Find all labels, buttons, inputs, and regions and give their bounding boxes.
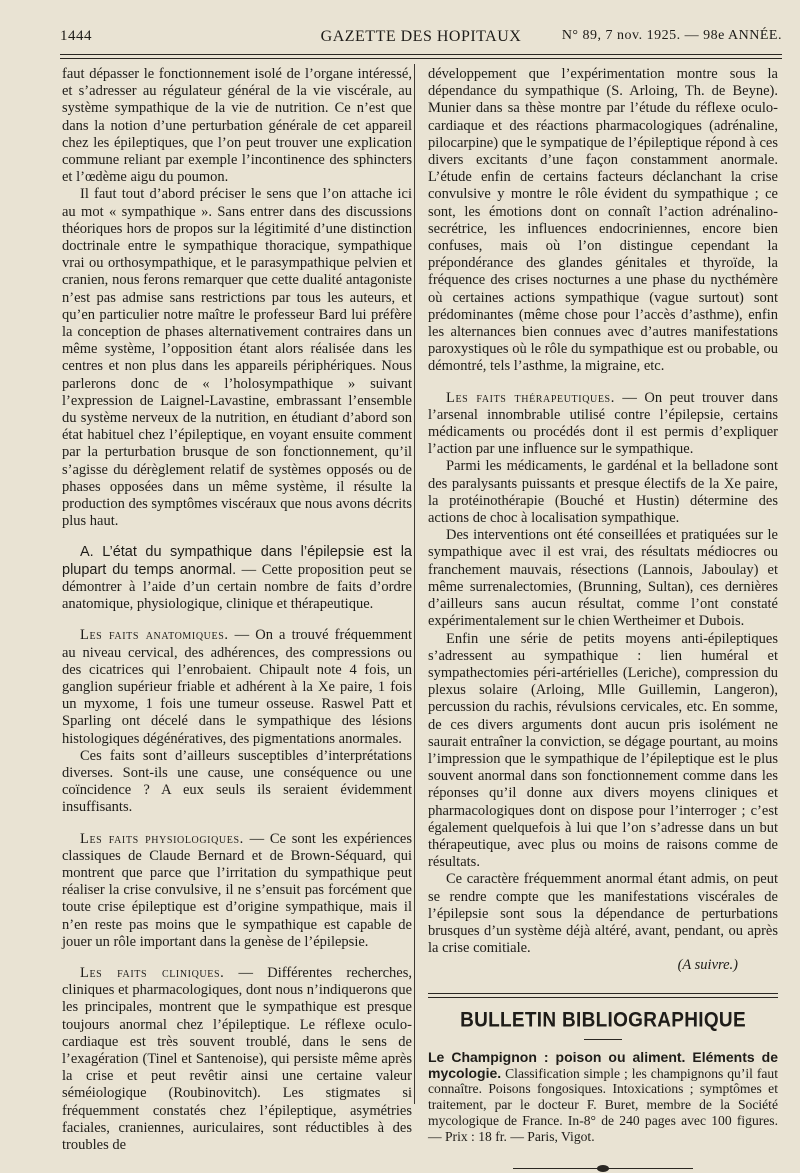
physiologic-paragraph <box>62 831 412 951</box>
left-column <box>62 66 412 1154</box>
issue-info: N° 89, 7 nov. 1925. — 98e ANNÉE. <box>561 28 782 43</box>
short-rule <box>584 1039 622 1040</box>
paragraph: Il faut tout d’abord préciser le sens que l’on attache ici au mot « sympathique ». Sans entrer dans des discussions théoriques hors de propos sur la légitimité d’une distinction doctrinale entre le sympathique thoracique, sympathique vrai ou orthosympathique, et le parasympathique pelvien et cranien, nous ferons remarquer que cette dualité antagoniste n’est pas admise sans restrictions par tous les auteurs, et qu’en particulier notre maître le professeur Bard lui préfère la conception de phases alternativement contraires dans un même système, l’opposition étant alors réalisée dans les centres et non plus dans les appareils périphériques. Nous parlerons donc de « l’holosympathique » suivant l’expression de Laignel-Lavastine, embrassant l’ensemble du système nerveux de la nutrition, en étudiant d’abord son état habituel chez l’épileptique, en voyant ensuite comment par la perturbation brusque de son fonctionnement, qu’il s’agisse du dérèglement relatif de systèmes opposés ou de phases opposées dans un même système, il résulte la production des symptômes viscéraux que nous avons décrits plus haut. <box>62 186 412 530</box>
subsection-heading: Les faits thérapeutiques. <box>446 389 615 406</box>
subsection-heading: Les faits physiologiques. <box>80 830 244 847</box>
subsection-heading: Les faits cliniques. <box>80 964 225 981</box>
header-rule-thin <box>60 58 782 59</box>
paragraph: Des interventions ont été conseillées et pratiquées sur le sympathique avec il est vrai, des résultats médiocres ou franchement mauvais, résections (Lannois, Jaboulay) et même surrenalectomies, (Brunning, Sultan), ces dernières d’ailleurs sans aucun résultat, comme l’ont constaté expérimentalement sur le chien Wertheimer et Dubois. <box>428 527 778 630</box>
end-ornament <box>513 1165 693 1173</box>
paragraph: Enfin une série de petits moyens anti-épileptiques s’adressent au sympathique : lien huméral et sympathectomies péri-artérielles (Leriche), compression du plexus solaire (Arloing, Mlle Guillemin, Langeron), percussion du rachis, révulsions cervicales, etc. En somme, de ces divers arguments dont aucun pris isolément ne saurait entraîner la conviction, se dégage pourtant, au moins l’impression que le sympathique de l’épileptique est le plus souvent anormal dans son fonctionnement comme dans les réponses qu’il donne aux divers moyens cliniques et pharmacologiques dont on dispose pour l’interroger ; c’est également quelquefois à lui que l’on s’adresse dans un but thérapeutique, avec plus ou moins de raisons comme de résultats. <box>428 630 778 871</box>
paragraph: Ces faits sont d’ailleurs susceptibles d’interprétations diverses. Sont-ils une cause, une conséquence ou une coïncidence ? A eux seuls ils seraient évidemment insuffisants. <box>62 747 412 816</box>
book-title: Le Champignon : poison ou aliment. Eléments de mycologie. <box>428 1048 778 1081</box>
section-divider-rule <box>428 993 778 998</box>
page-number: 1444 <box>60 28 92 44</box>
section-text: — Cette proposition peut se démontrer à l’aide d’un certain nombre de faits d’ordre anatomique, physiologique, clinique et thérapeutique. <box>62 561 412 613</box>
subsection-text: — On a trouvé fréquemment au niveau cervical, des adhérences, des compressions ou des cicatrices qui l’enrobaient. Chipault note 4 fois, un ganglion supérieur friable et adhérent à la Xe paire, 1 fois un myxome, 1 fois une tumeur osseuse. Raswel Patt et Sparling ont décelé dans le sympathique des lésions histologiques dégénératives, des pigmentations anormales. <box>62 627 412 747</box>
clinic-paragraph <box>62 965 412 1154</box>
paragraph: Ce caractère fréquemment anormal étant admis, on peut se rendre compte que les manifestations viscérales de l’épilepsie sont sous la dépendance de perturbations brusques d’un système déjà altéré, avant, pendant, ou après la crise comitiale. <box>428 871 778 957</box>
subsection-text: — Ce sont les expériences classiques de Claude Bernard et de Brown-Séquard, qui montrent que parce que l’irritation du sympathique peut réaliser la crise convulsive, il ne s’ensuit pas forcément que toute crise épileptique est d’origine sympathique, mais il n’en reste pas moins que le sympathique est capable de jouer un rôle important dans la genèse de l’épilepsie. <box>62 830 412 950</box>
therapeutic-paragraph <box>428 390 778 459</box>
bibliography-entry <box>428 1050 778 1145</box>
journal-title: GAZETTE DES HOPITAUX <box>320 28 522 45</box>
subsection-text: — Différentes recherches, cliniques et pharmacologiques, dont nous n’indiquerons que les principales, montrent que le sympathique est presque toujours anormal chez l’épileptique. Le réflexe oculo-cardiaque est très souvent troublé, dans le sens de l’exagération (Tinel et Santenoise), qui persiste même après la crise et peut revêtir ainsi une certaine valeur séméiologique (Roubinovitch). Les stigmates si fréquemment constatés chez l’épileptique, asymétries faciales, craniennes, auriculaires, sont réductibles à des troubles de <box>62 964 412 1153</box>
bulletin-heading: BULLETIN BIBLIOGRAPHIQUE <box>460 1008 746 1032</box>
anatomic-paragraph <box>62 627 412 747</box>
subsection-heading: Les faits anatomiques. <box>80 627 229 644</box>
paragraph: faut dépasser le fonctionnement isolé de l’organe intéressé, et s’adresser au régulateur général de la vie viscérale, au système sympathique de la vie de nutrition. Ce n’est que dans la notion d’une perturbation générale de cet appareil chez les épileptiques, que l’on peut trouver une explication commune reliant par exemple l’incontinence des sphincters et l’œdème aigu du poumon. <box>62 66 412 186</box>
paragraph: Parmi les médicaments, le gardénal et la belladone sont des paralysants puissants et presque électifs de la Xe paire, la protéinothérapie (Bouché et Hustin) détermine des actions de choc à localisation sympathique. <box>428 458 778 527</box>
page-header <box>60 28 782 50</box>
paragraph: développement que l’expérimentation montre sous la dépendance du sympathique (S. Arloing, Th. de Beyne). Munier dans sa thèse montre par l’étude du réflexe oculo-cardiaque et des réactions pharmacologiques (adrénaline, pilocarpine) que le sympatique de l’épileptique répond à ces divers excitants d’une façon constamment anormale. L’étude enfin de certains facteurs déclanchant la crise convulsive y montre le rôle évident du sympathique ; ce sont, les émotions dont on connaît l’action adrénalino-secrétrice, les influences endocriniennes, encore bien confuses, mais où l’on distingue cependant la prépondérance des glandes génitales et thyroïde, la fréquence des crises nocturnes a une phase du nycthémère où certaines actions sympathique (vague surtout) sont prédominantes (même chose pour l’accès d’asthme), enfin les alternances bien connues avec d’autres manifestations paroxystiques où le rôle du sympathique est ou probable, ou démontré, tels l’asthme, la migraine, etc. <box>428 66 778 375</box>
to-be-continued: (A suivre.) <box>677 957 738 974</box>
subsection-text: — On peut trouver dans l’arsenal innombrable utilisé contre l’épilepsie, certains médicaments ou procédés dont il est permis d’expliquer l’action par une influence sur le sympathique. <box>428 389 778 458</box>
section-a-paragraph <box>62 544 412 613</box>
right-column <box>428 66 778 1173</box>
ornament-dot <box>597 1165 609 1172</box>
section-heading: A. L’état du sympathique dans l’épilepsie est la plupart du temps anormal. <box>62 544 412 578</box>
header-rule <box>60 54 782 55</box>
book-details: Classification simple ; les champignons qu’il faut connaître. Poisons fongosiques. Intoxications ; symptômes et traitement, par le docteur F. Buret, membre de la Société mycologique de France. In-8° de 240 pages avec 100 figures. — Prix : 18 fr. — Paris, Vigot. <box>428 1065 778 1144</box>
column-divider <box>414 64 415 1104</box>
